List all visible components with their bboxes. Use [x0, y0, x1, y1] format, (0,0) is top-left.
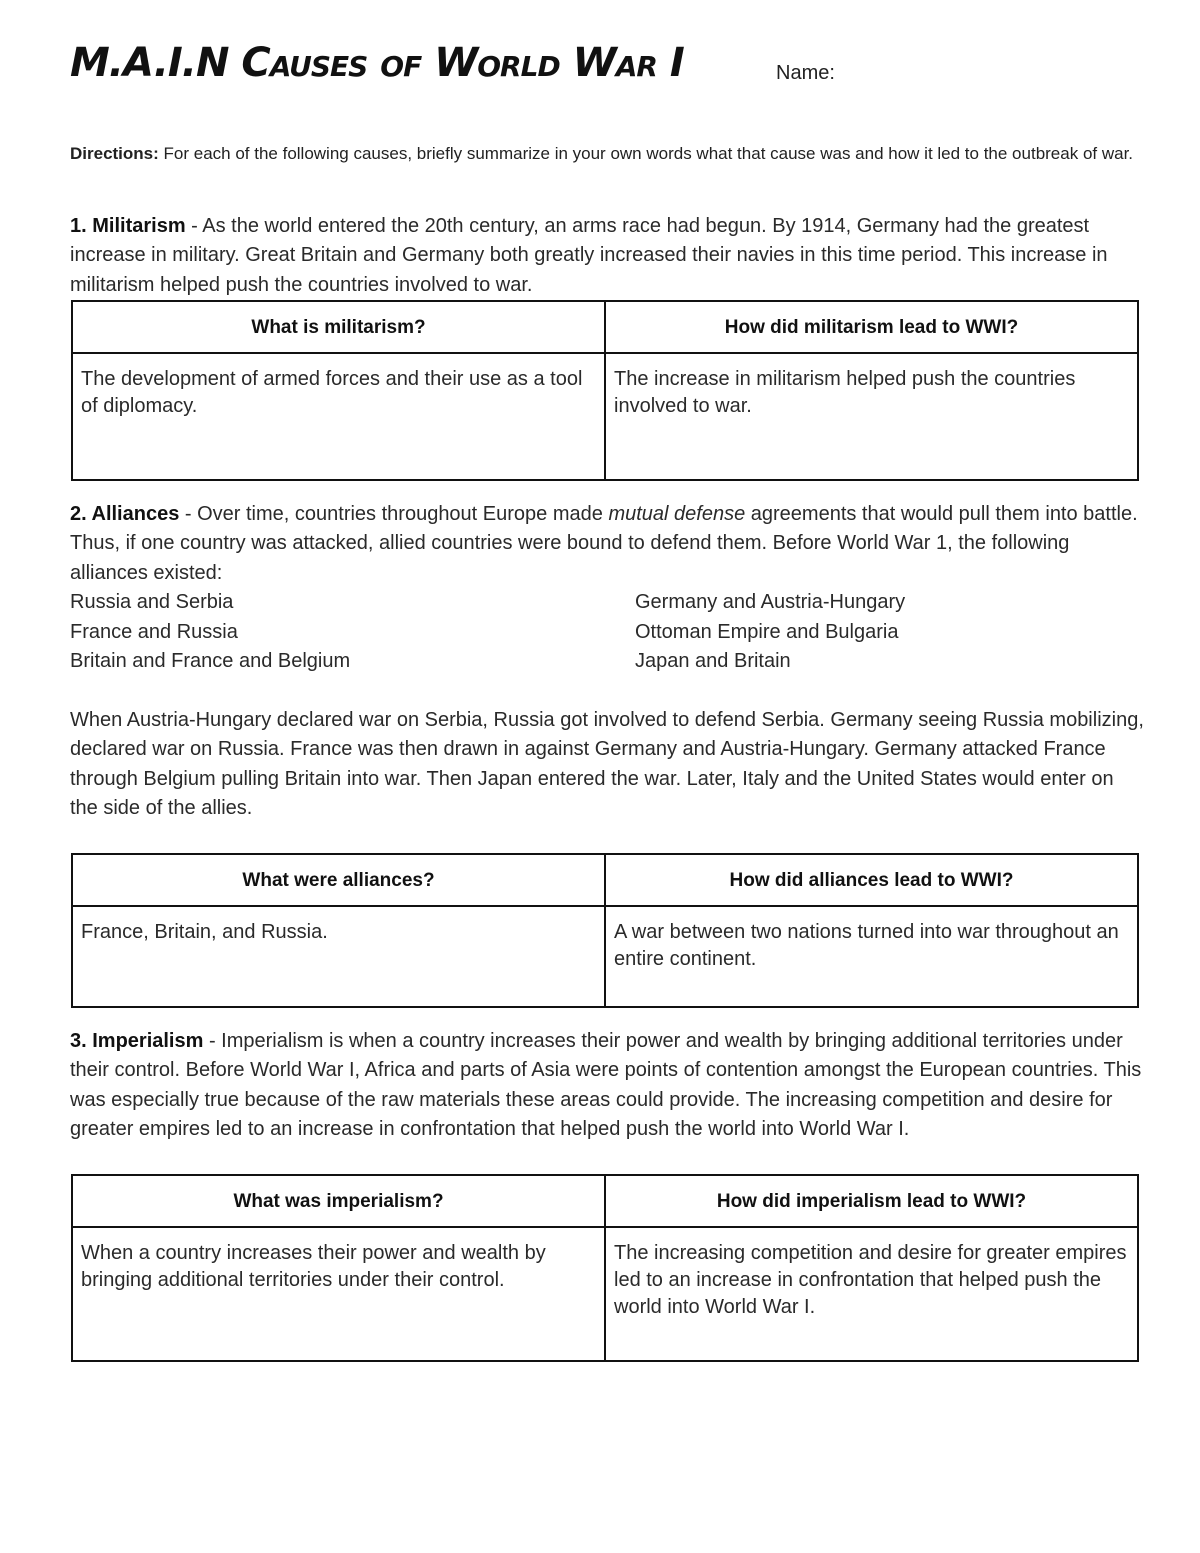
alliances-text-italic: mutual defense — [608, 503, 746, 525]
imperialism-heading: 3. Imperialism — [70, 1030, 204, 1052]
list-item: Germany and Austria-Hungary — [635, 591, 906, 613]
alliances-text-after: agreements that would pull them into battle. Thus, if one country was attacked, allied countries were bound to defend them. Before World War 1, the following alliances existed: — [70, 503, 1138, 584]
militarism-text: - As the world entered the 20th century, an arms race had begun. By 1914, Germany had the greatest increase in military. Great Britain and Germany both greatly increased their navies in this time period. This increase in militarism helped push the countries involved to war. — [70, 215, 1108, 296]
militarism-col2-answer: The increase in militarism helped push the countries involved to war. — [605, 353, 1138, 480]
militarism-col1-header: What is militarism? — [72, 301, 605, 353]
imperialism-col2-header: How did imperialism lead to WWI? — [605, 1175, 1138, 1227]
list-item: Russia and Serbia — [70, 591, 234, 613]
alliances-col1-answer: France, Britain, and Russia. — [72, 906, 605, 1007]
militarism-paragraph — [70, 212, 1145, 300]
militarism-table — [71, 300, 1139, 481]
page-title: M.A.I.N Causes of World War I — [70, 40, 684, 86]
list-item: France and Russia — [70, 620, 238, 643]
directions-label: Directions: — [70, 144, 159, 163]
name-label: Name: — [776, 62, 835, 84]
directions — [70, 141, 1145, 167]
imperialism-table — [71, 1174, 1139, 1362]
alliances-right-column — [635, 588, 905, 677]
militarism-col1-answer: The development of armed forces and their use as a tool of diplomacy. — [72, 353, 605, 480]
imperialism-col1-answer: When a country increases their power and wealth by bringing additional territories under their control. — [72, 1227, 605, 1361]
imperialism-col2-answer: The increasing competition and desire for greater empires led to an increase in confrontation that helped push the world into World War I. — [605, 1227, 1138, 1361]
alliances-col2-answer: A war between two nations turned into war throughout an entire continent. — [605, 906, 1138, 1007]
list-item: Japan and Britain — [635, 650, 791, 673]
list-item: Britain and France and Belgium — [70, 650, 351, 673]
list-item: Ottoman Empire and Bulgaria — [635, 620, 899, 643]
militarism-heading: 1. Militarism — [70, 215, 186, 237]
alliances-text-before: - Over time, countries throughout Europe made — [179, 503, 609, 525]
militarism-col2-header: How did militarism lead to WWI? — [605, 301, 1138, 353]
alliances-paragraph — [70, 500, 1145, 588]
imperialism-text: - Imperialism is when a country increases their power and wealth by bringing additional territories under their control. Before World War I, Africa and parts of Asia were points of contention amongst the European countries. This was especially true because of the raw materials these areas could provide. The increasing competition and desire for greater empires led to an increase in confrontation that helped push the world into World War I. — [70, 1030, 1142, 1140]
alliances-col2-header: How did alliances lead to WWI? — [605, 854, 1138, 906]
directions-text: For each of the following causes, briefly summarize in your own words what that cause was and how it led to the outbreak of war. — [163, 144, 1134, 163]
alliances-heading: 2. Alliances — [70, 503, 180, 525]
alliances-table — [71, 853, 1139, 1008]
alliances-col1-header: What were alliances? — [72, 854, 605, 906]
alliances-summary: When Austria-Hungary declared war on Serbia, Russia got involved to defend Serbia. Germany seeing Russia mobilizing, declared war on Russia. France was then drawn in against Germany and Austria-Hungary. Germany attacked France through Belgium pulling Britain into war. Then Japan entered the war. Later, Italy and the United States would enter on the side of the allies. — [70, 709, 1144, 819]
imperialism-col1-header: What was imperialism? — [72, 1175, 605, 1227]
imperialism-paragraph — [70, 1027, 1145, 1144]
alliances-left-column — [70, 588, 350, 677]
